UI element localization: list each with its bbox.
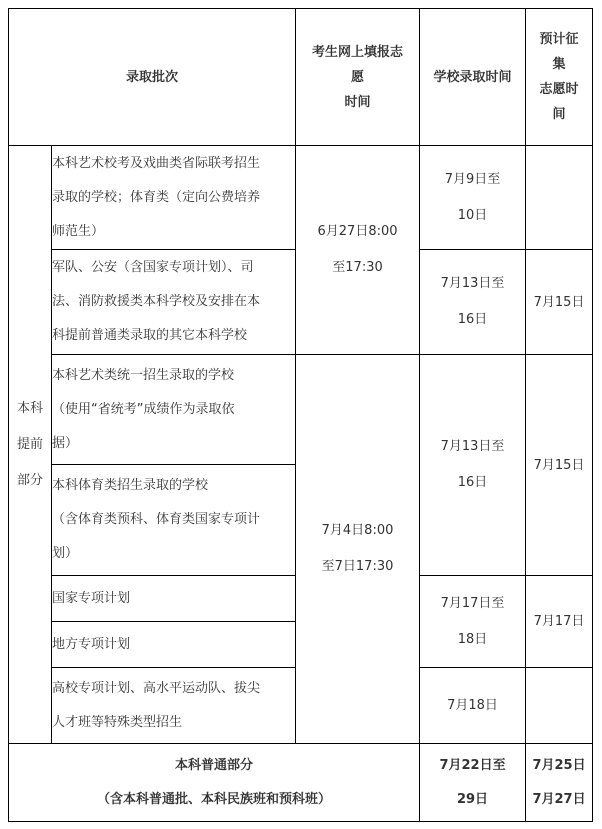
admission-row1-line1: 7月9日至 bbox=[444, 171, 501, 187]
batch-line: 地方专项计划 bbox=[52, 636, 131, 652]
admission-rows56-line1: 7月17日至 bbox=[440, 595, 505, 611]
header-batch bbox=[9, 9, 296, 146]
batch-cell-arts-exam bbox=[52, 146, 296, 250]
header-call-line3: 志愿时 bbox=[539, 82, 579, 97]
batch-line: 高校专项计划、高水平运动队、拔尖 bbox=[52, 680, 261, 696]
regular-subtitle: （含本科普通批、本科民族班和预科班） bbox=[97, 791, 332, 807]
admission-cell-row7 bbox=[420, 668, 526, 744]
batch-line: 录取的学校；体育类（定向公费培养 bbox=[52, 189, 261, 205]
early-section-title bbox=[9, 146, 52, 744]
admission-cell-rows56 bbox=[420, 576, 526, 668]
early-section-line1: 本科 bbox=[16, 400, 43, 416]
early-section-line2: 提前 bbox=[16, 436, 43, 452]
header-call-line4: 间 bbox=[552, 107, 566, 122]
call-cell-rows56 bbox=[526, 576, 593, 668]
admission-rows34-line1: 7月13日至 bbox=[440, 439, 505, 454]
early-section-line3: 部分 bbox=[16, 472, 43, 488]
batch-line: 军队、公安（含国家专项计划）、司 bbox=[52, 260, 254, 275]
header-call-line1: 预计征 bbox=[539, 32, 579, 47]
batch-line: 科提前普通类录取的其它本科学校 bbox=[52, 328, 248, 343]
admission-rows34-line2: 16日 bbox=[457, 475, 488, 490]
admission-row7-value: 7月18日 bbox=[447, 698, 498, 713]
submit-b-line2: 至7日17:30 bbox=[321, 559, 394, 574]
admission-cell-rows34 bbox=[420, 355, 526, 576]
submit-time-cell-a bbox=[296, 146, 420, 355]
admission-row2-line2: 16日 bbox=[457, 312, 488, 327]
submit-time-cell-b bbox=[296, 355, 420, 744]
header-submit-time bbox=[296, 9, 420, 146]
batch-cell-military-police bbox=[52, 250, 296, 355]
batch-line: 国家专项计划 bbox=[52, 590, 131, 606]
batch-line: 本科艺术类统一招生录取的学校 bbox=[52, 367, 235, 383]
regular-call-cell bbox=[526, 744, 593, 822]
batch-line: 本科艺术校考及戏曲类省际联考招生 bbox=[52, 155, 261, 171]
table-row bbox=[9, 355, 593, 465]
call-row2-value: 7月15日 bbox=[533, 294, 585, 310]
submit-a-line1: 6月27日8:00 bbox=[317, 224, 398, 239]
header-submit-line1: 考生网上填报志 bbox=[312, 44, 404, 60]
regular-call-line2: 7月27日 bbox=[532, 791, 586, 807]
regular-admission-line1: 7月22日至 bbox=[439, 757, 506, 773]
regular-admission-line2: 29日 bbox=[456, 791, 489, 807]
call-rows34-value: 7月15日 bbox=[533, 457, 585, 473]
batch-line: 据） bbox=[52, 435, 79, 451]
table-row bbox=[9, 146, 593, 250]
batch-line: （使用“省统考”成绩作为录取依 bbox=[52, 401, 235, 417]
batch-line: （含体育类预科、体育类国家专项计 bbox=[52, 512, 261, 527]
admission-cell-row1 bbox=[420, 146, 526, 250]
regular-admission-cell bbox=[420, 744, 526, 822]
admission-row2-line1: 7月13日至 bbox=[440, 276, 505, 291]
call-cell-row1 bbox=[526, 146, 593, 250]
admission-row1-line2: 10日 bbox=[457, 207, 488, 223]
call-cell-rows34 bbox=[526, 355, 593, 576]
batch-cell-arts-unified bbox=[52, 355, 296, 465]
header-submit-line3: 时间 bbox=[344, 94, 371, 110]
batch-line: 师范生） bbox=[52, 223, 105, 239]
batch-cell-local-special bbox=[52, 622, 296, 668]
regular-title: 本科普通部分 bbox=[175, 757, 254, 773]
regular-section-title bbox=[9, 744, 420, 822]
header-admission-label: 学校录取时间 bbox=[433, 69, 512, 85]
header-batch-label: 录取批次 bbox=[126, 69, 179, 85]
regular-call-line1: 7月25日 bbox=[532, 757, 586, 773]
batch-line: 法、消防救援类本科学校及安排在本 bbox=[52, 294, 261, 309]
admission-rows56-line2: 18日 bbox=[457, 631, 488, 647]
header-row bbox=[9, 9, 593, 146]
batch-line: 本科体育类招生录取的学校 bbox=[52, 478, 209, 493]
call-rows56-value: 7月17日 bbox=[533, 614, 585, 629]
header-call-time bbox=[526, 9, 593, 146]
batch-cell-national-special bbox=[52, 576, 296, 622]
submit-a-line2: 至17:30 bbox=[332, 260, 383, 275]
batch-cell-special-types bbox=[52, 668, 296, 744]
admission-cell-row2 bbox=[420, 250, 526, 355]
batch-cell-sports bbox=[52, 465, 296, 576]
call-cell-row7 bbox=[526, 668, 593, 744]
call-cell-row2 bbox=[526, 250, 593, 355]
header-submit-line2: 愿 bbox=[351, 69, 365, 85]
header-call-line2: 集 bbox=[552, 57, 566, 72]
regular-section-row bbox=[9, 744, 593, 822]
batch-line: 人才班等特殊类型招生 bbox=[52, 714, 183, 730]
header-admission-time bbox=[420, 9, 526, 146]
submit-b-line1: 7月4日8:00 bbox=[321, 523, 394, 538]
admission-schedule-table bbox=[8, 8, 593, 822]
batch-line: 划） bbox=[52, 546, 79, 561]
